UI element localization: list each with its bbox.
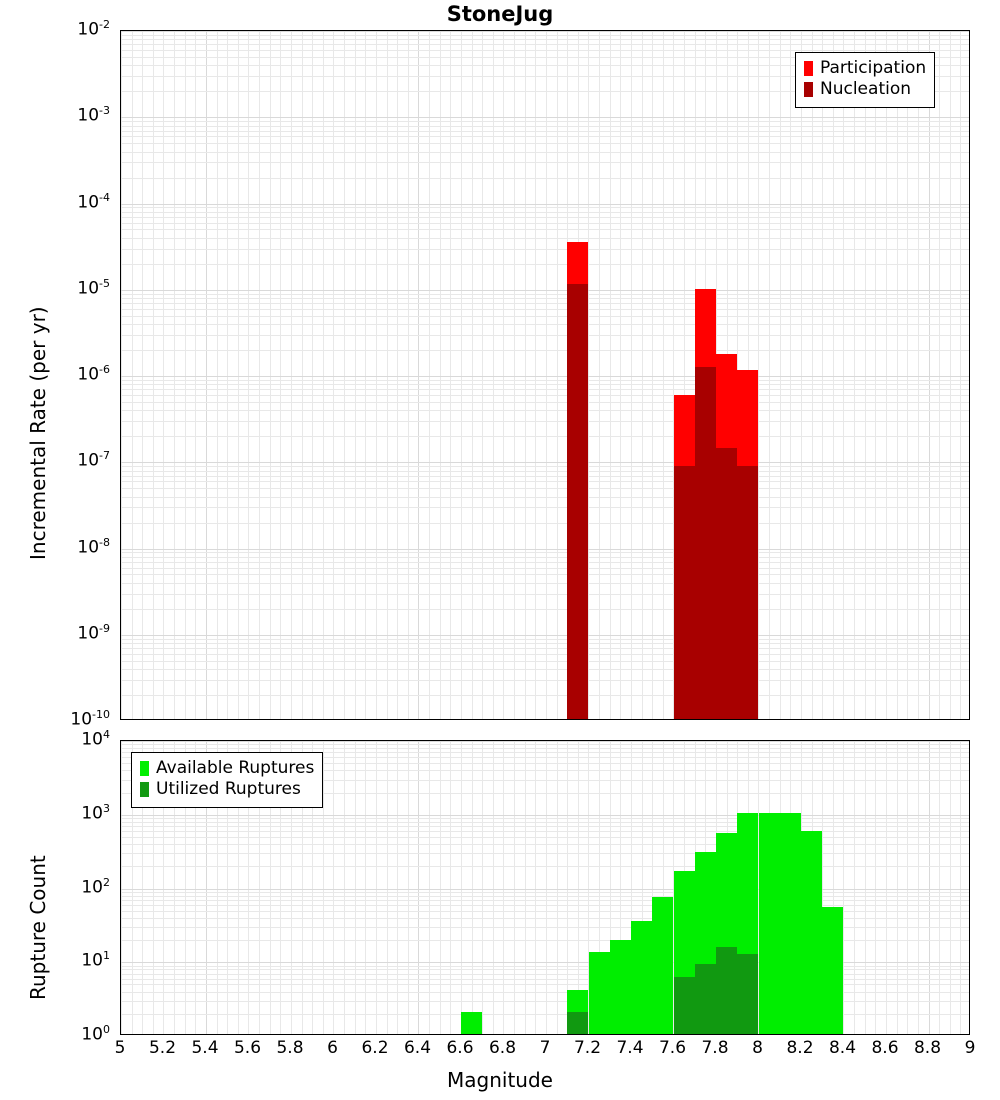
legend-swatch	[804, 61, 813, 76]
bar	[567, 284, 588, 719]
x-tick-label: 6.2	[361, 1038, 389, 1058]
y-tick-label: $10^{-8}$	[77, 535, 110, 558]
page-title: StoneJug	[446, 2, 554, 26]
x-tick-label: 6	[327, 1038, 338, 1058]
legend-top	[795, 52, 935, 108]
x-tick-label: 7	[539, 1038, 551, 1058]
y-tick-label: $10^{-6}$	[77, 363, 110, 385]
legend-label: Available Ruptures	[156, 758, 315, 778]
bar	[674, 977, 695, 1034]
bar	[461, 1012, 482, 1034]
bar	[737, 954, 758, 1034]
legend-label: Utilized Ruptures	[156, 779, 301, 800]
bar	[759, 813, 780, 1034]
x-tick-label: 8.4	[828, 1038, 857, 1058]
x-tick-label: 6.4	[403, 1038, 432, 1058]
y-tick-label: $10^{-5}$	[77, 276, 110, 299]
bar	[589, 952, 610, 1034]
legend-swatch	[140, 761, 149, 776]
legend-bottom	[131, 752, 323, 808]
legend-swatch	[140, 782, 149, 797]
x-tick-label: 7.8	[701, 1038, 729, 1058]
bar	[780, 813, 801, 1034]
y-tick-label: $10^1$	[81, 949, 110, 971]
bar	[801, 831, 822, 1034]
legend-item	[140, 758, 314, 779]
bar	[737, 466, 758, 720]
bar	[674, 466, 695, 720]
y-tick-label: $10^{-7}$	[77, 449, 110, 471]
x-tick-label: 8.2	[786, 1038, 814, 1058]
x-tick-label: 5.8	[276, 1038, 304, 1058]
legend-item	[140, 779, 314, 800]
y-tick-label: $10^2$	[81, 875, 110, 898]
incremental-rate-plot	[120, 30, 970, 720]
x-tick-label: 6.8	[488, 1038, 517, 1058]
x-tick-label: 6.6	[446, 1038, 474, 1058]
bar	[631, 921, 652, 1034]
y-tick-label: $10^4$	[81, 728, 110, 750]
y-axis-title-top: Incremental Rate (per yr)	[26, 306, 50, 560]
x-axis-title: Magnitude	[447, 1068, 553, 1092]
x-tick-label: 7.2	[573, 1038, 602, 1058]
y-axis-title-bottom: Rupture Count	[26, 855, 50, 1000]
y-tick-label: $10^{-10}$	[70, 708, 110, 730]
bar	[610, 940, 631, 1034]
legend-label: Nucleation	[820, 79, 912, 100]
y-tick-label: $10^{-2}$	[77, 18, 110, 40]
x-tick-label: 9	[964, 1038, 976, 1058]
legend-label: Participation	[820, 58, 927, 78]
y-tick-label: $10^0$	[81, 1023, 110, 1045]
bar	[567, 1012, 588, 1034]
x-tick-label: 5.6	[233, 1038, 262, 1058]
legend-item	[804, 79, 926, 100]
legend-item	[804, 58, 926, 79]
bar	[695, 367, 716, 719]
x-tick-label: 5	[114, 1038, 126, 1058]
legend-swatch	[804, 82, 813, 97]
bar	[695, 964, 716, 1034]
bar	[716, 947, 737, 1034]
x-tick-label: 8.6	[871, 1038, 899, 1058]
y-tick-label: $10^3$	[81, 801, 110, 824]
x-tick-label: 5.4	[191, 1038, 219, 1058]
x-tick-label: 7.4	[616, 1038, 644, 1058]
x-tick-label: 8.8	[913, 1038, 942, 1058]
bar	[822, 907, 843, 1034]
y-tick-label: $10^{-4}$	[77, 190, 110, 213]
y-tick-label: $10^{-9}$	[77, 621, 110, 644]
bar	[716, 448, 737, 719]
bar	[652, 897, 673, 1034]
x-tick-label: 5.2	[148, 1038, 177, 1058]
y-tick-label: $10^{-3}$	[77, 104, 110, 126]
x-tick-label: 8	[752, 1038, 763, 1058]
x-tick-label: 7.6	[658, 1038, 687, 1058]
